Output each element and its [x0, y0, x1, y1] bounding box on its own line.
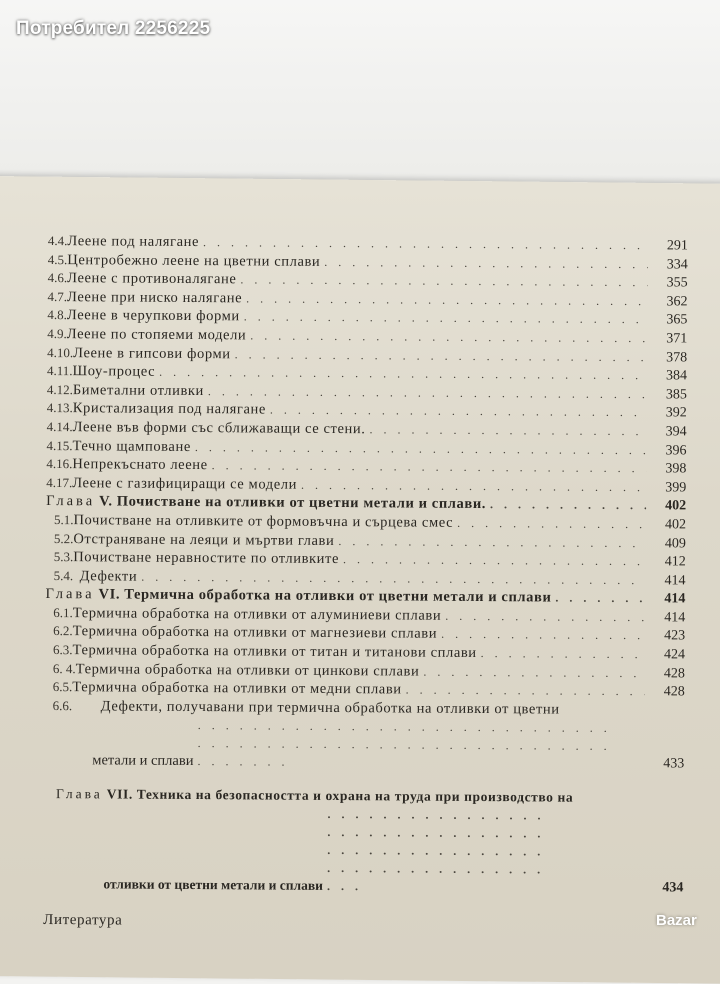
- toc-title: Леене под налягане: [67, 233, 200, 251]
- toc-page: 398: [665, 461, 687, 477]
- toc-title: Отстраняване на леяци и мъртви глави: [73, 530, 335, 549]
- toc-num: 4.11.: [46, 363, 73, 379]
- chapter-title-continuation: [43, 803, 648, 897]
- toc-page: 409: [664, 535, 686, 551]
- toc-page: 394: [665, 424, 687, 440]
- toc-page: 392: [665, 405, 687, 421]
- table-of-contents: [43, 232, 688, 934]
- leader-dots: [197, 716, 617, 773]
- toc-num: 5.2.: [53, 530, 74, 546]
- toc-page: 378: [666, 349, 688, 366]
- toc-title: Шоу-процес: [72, 363, 156, 380]
- toc-num: 5.1.: [53, 511, 74, 528]
- toc-page: 428: [663, 684, 685, 700]
- leader-dots: [369, 420, 646, 441]
- toc-chapter-row: [43, 785, 684, 897]
- toc-num: 6.5.: [52, 679, 73, 695]
- leader-dots: [324, 253, 648, 274]
- toc-page: 365: [666, 312, 688, 328]
- toc-title: Термична обработка на отливки от медни сплави: [72, 679, 402, 698]
- toc-num: 4.5.: [47, 251, 68, 267]
- leader-dots: [445, 607, 645, 627]
- toc-title: Термична обработка на отливки от магнезиеви сплави: [72, 623, 438, 643]
- toc-num: 5.3.: [53, 549, 74, 565]
- chapter-label: Глава: [46, 493, 96, 510]
- leader-dots: [457, 514, 646, 534]
- chapter-title: VI. Термична обработка на отливки от цветни метали и сплави: [98, 586, 552, 606]
- toc-title: Дефекти, получавани при термична обработка на отливки от цветни: [100, 698, 560, 718]
- toc-page: 414: [664, 573, 686, 589]
- chapter-title-line2: отливки от цветни метали и сплави: [103, 876, 324, 893]
- toc-title: Леене във форми със сближаващи се стени.: [72, 419, 366, 438]
- toc-num: 6.1.: [53, 604, 73, 621]
- toc-page: 402: [665, 498, 687, 514]
- brand-logo: Bazar: [656, 912, 697, 929]
- leader-dots: [555, 589, 645, 608]
- chapter-label: Глава: [45, 586, 95, 603]
- chapter-title: VII. Техника на безопасността и охрана на труда при производство на: [106, 786, 574, 805]
- toc-title: Центробежно леене на цветни сплави: [67, 251, 321, 270]
- toc-page: 396: [665, 442, 687, 458]
- toc-title: Дефекти: [79, 567, 138, 585]
- toc-page: 399: [665, 480, 687, 496]
- toc-title-continuation: [44, 715, 648, 773]
- toc-title: Термична обработка на отливки от титан и титанови сплави: [72, 642, 477, 662]
- toc-num: 4.14.: [46, 418, 73, 435]
- toc-num: 4.7.: [47, 288, 68, 304]
- toc-title: Леене с газифициращи се модели: [72, 474, 298, 493]
- toc-page: 355: [666, 275, 688, 291]
- toc-title: Леене с противоналягане: [67, 270, 237, 288]
- chapter-label: Глава: [56, 785, 103, 802]
- toc-page: 414: [664, 610, 686, 626]
- toc-num: 6.6.: [52, 697, 73, 714]
- toc-num: 4.8.: [47, 307, 67, 323]
- leader-dots: [406, 681, 645, 701]
- toc-entry-block: [43, 785, 648, 897]
- toc-title: Течно щамповане: [72, 437, 191, 455]
- toc-title: Кристализация под налягане: [72, 400, 266, 418]
- toc-num: 4.17.: [46, 474, 73, 490]
- leader-dots: [441, 625, 645, 645]
- toc-num: 6.2.: [53, 623, 73, 639]
- leader-dots: [490, 495, 646, 515]
- toc-page: 334: [666, 256, 688, 273]
- leader-dots: [423, 662, 645, 682]
- leader-dots: [301, 475, 646, 496]
- user-watermark: Потребител 2256225: [16, 18, 211, 39]
- toc-num: 4.13.: [46, 400, 73, 416]
- toc-num: 4.12.: [46, 381, 73, 397]
- toc-num: 4.10.: [47, 344, 74, 360]
- toc-entry-block: [44, 697, 648, 773]
- toc-page: 371: [666, 331, 688, 347]
- toc-row: [44, 697, 684, 773]
- toc-page: 402: [664, 517, 687, 533]
- toc-num: 4.15.: [46, 437, 73, 453]
- toc-page: 433: [663, 756, 685, 772]
- toc-num: 4.9.: [47, 325, 67, 342]
- chapter-title: V. Почистване на отливки от цветни метали и сплави.: [99, 493, 487, 513]
- toc-page: 384: [665, 368, 688, 384]
- toc-title: Биметални отливки: [72, 381, 204, 399]
- toc-page: 362: [666, 294, 688, 310]
- literature-title: Литература: [43, 911, 123, 929]
- toc-page: 291: [666, 238, 688, 254]
- toc-page: 428: [663, 665, 685, 682]
- leader-dots: [481, 644, 646, 664]
- toc-title: Леене в черупкови форми: [66, 307, 240, 325]
- leader-dots: [338, 532, 646, 553]
- toc-num: 4.4.: [47, 232, 68, 249]
- toc-page: 385: [665, 387, 687, 403]
- toc-title: Леене в гипсови форми: [73, 344, 231, 362]
- toc-num: 6.3.: [53, 642, 73, 658]
- toc-title: Термична обработка на отливки от алуминиеви сплави: [72, 605, 442, 624]
- toc-title: Леене по стопяеми модели: [66, 326, 247, 344]
- toc-title: Почистване неравностите по отливките: [73, 549, 340, 568]
- toc-title: Термична обработка на отливки от цинкови сплави: [75, 660, 420, 680]
- toc-num: 4.16.: [46, 456, 73, 472]
- toc-page: 412: [664, 554, 686, 570]
- toc-num: 5.4.: [53, 567, 74, 583]
- toc-title: Леене при ниско налягане: [66, 288, 243, 307]
- toc-page: 424: [664, 647, 686, 663]
- toc-num: 4.6.: [47, 270, 68, 286]
- toc-num: 6. 4.: [52, 660, 76, 676]
- toc-page: 423: [664, 628, 686, 644]
- toc-page: 414: [664, 591, 686, 607]
- leader-dots: [343, 550, 646, 571]
- toc-page: 434: [662, 880, 684, 896]
- toc-title-line2: метали и сплави: [92, 752, 194, 769]
- toc-title: Непрекъснато леене: [72, 456, 208, 474]
- leader-dots: [327, 805, 558, 897]
- toc-title: Почистване на отливките от формовъчна и сърцева смес: [73, 512, 454, 531]
